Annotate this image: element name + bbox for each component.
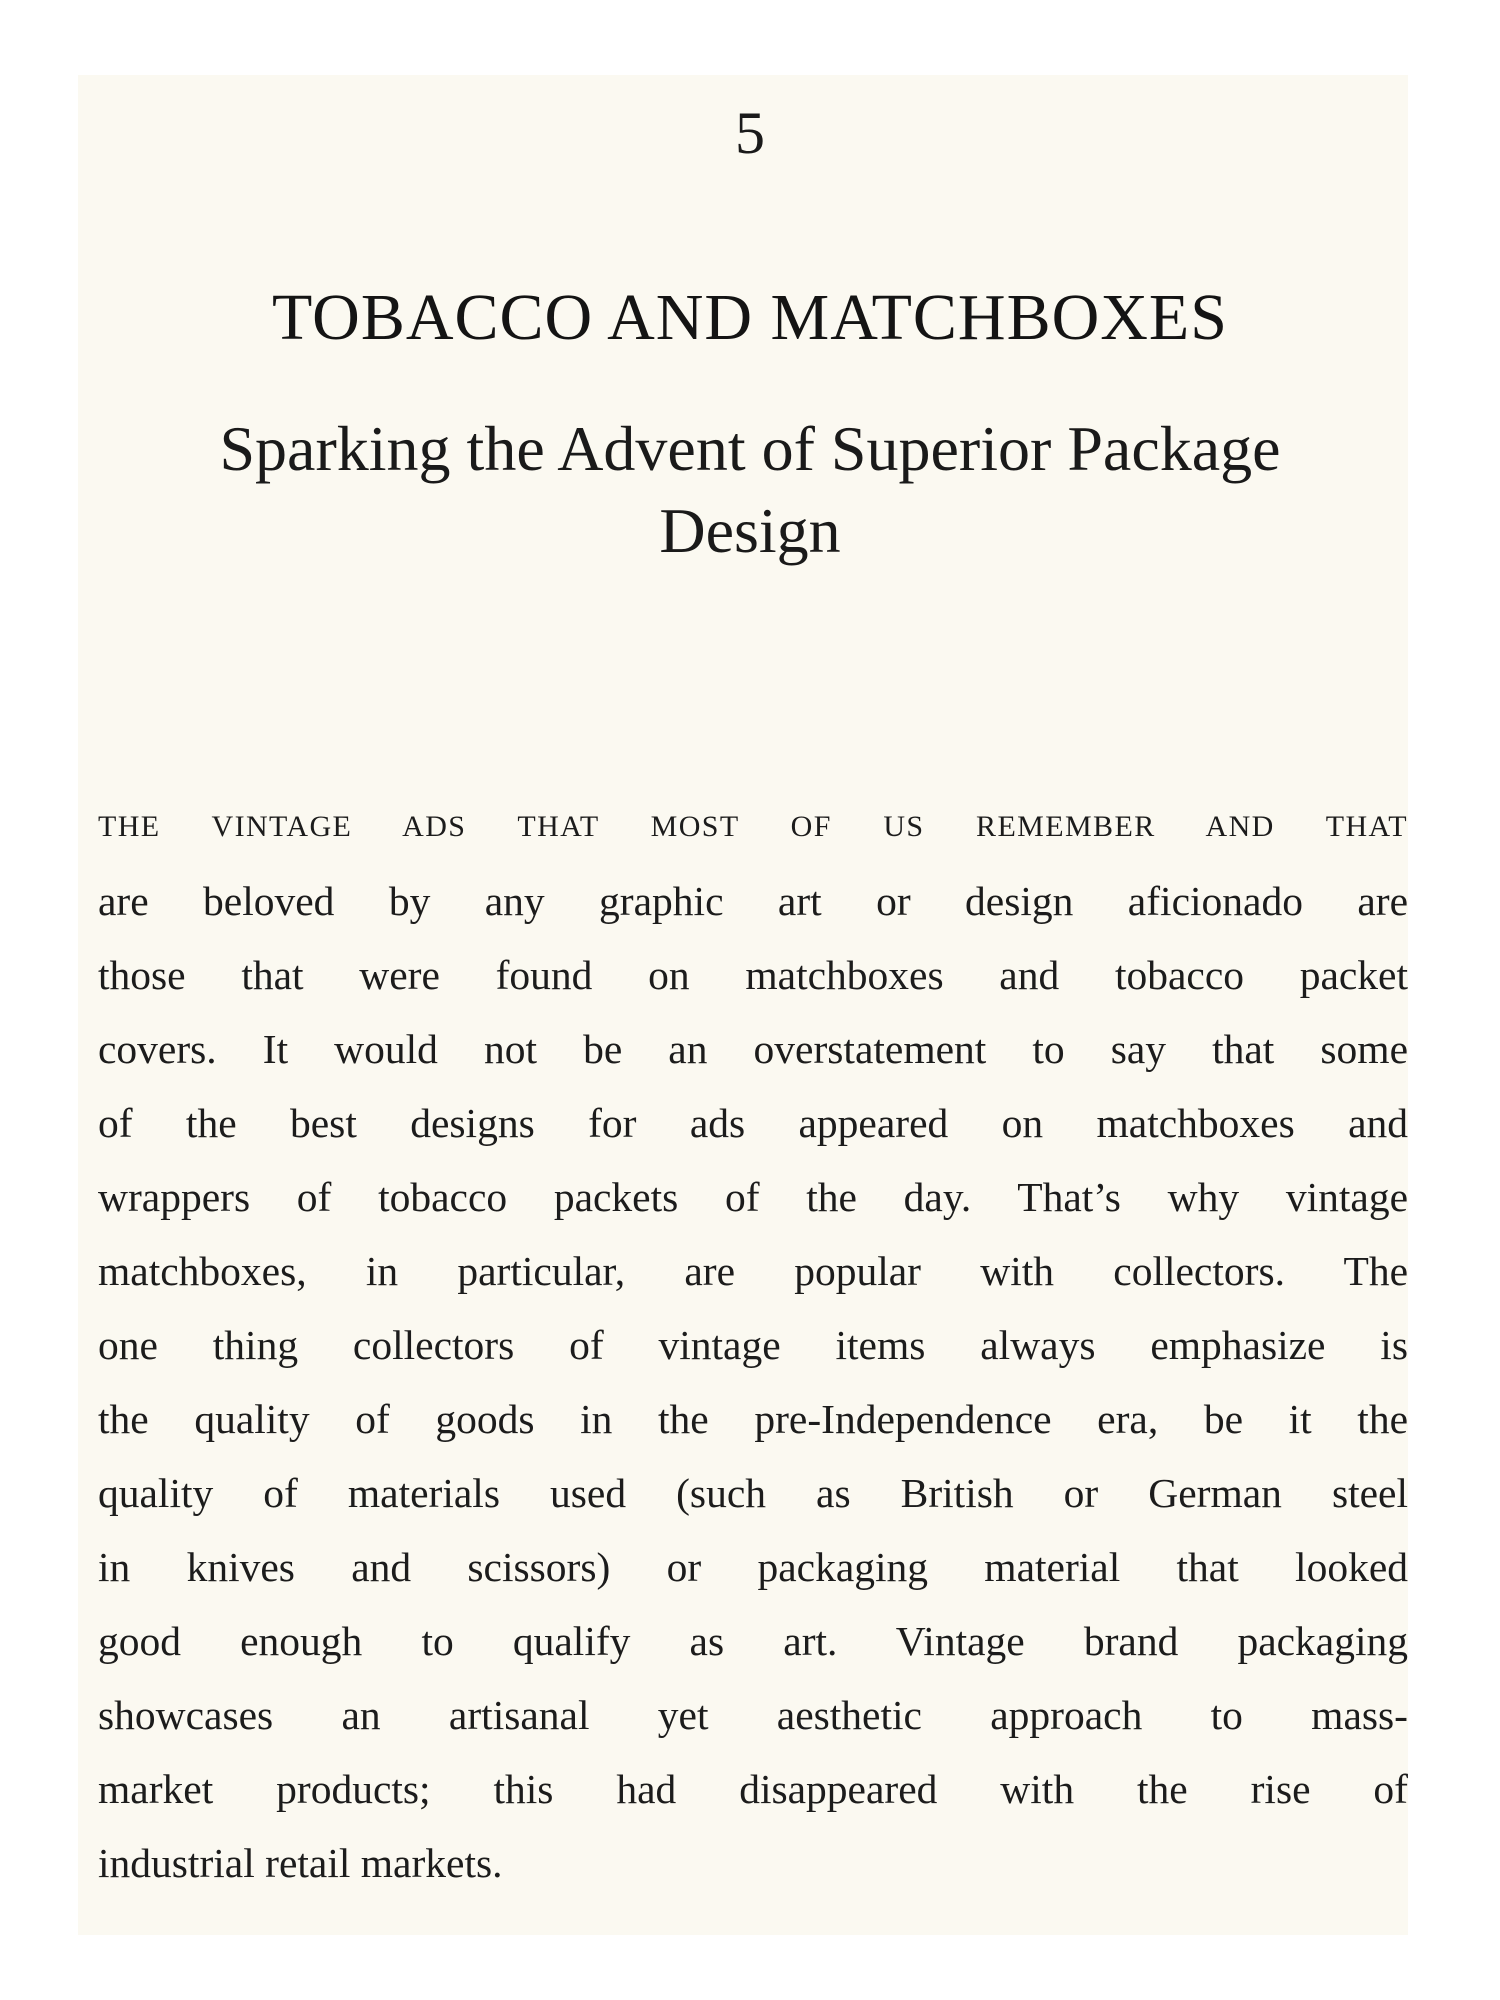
- body-line: are beloved by any graphic art or design aficionado are: [98, 878, 1408, 924]
- body-line: those that were found on matchboxes and tobacco packet: [98, 952, 1408, 998]
- chapter-title: TOBACCO AND MATCHBOXES: [272, 281, 1228, 354]
- body-line: showcases an artisanal yet aesthetic approach to mass-: [98, 1692, 1408, 1738]
- body-paragraph: [98, 790, 1408, 1900]
- body-line: THE VINTAGE ADS THAT MOST OF US REMEMBER AND THAT: [98, 810, 1408, 843]
- body-line: industrial retail markets.: [98, 1840, 503, 1886]
- body-line: wrappers of tobacco packets of the day. That’s why vintage: [98, 1174, 1408, 1220]
- body-line: in knives and scissors) or packaging material that looked: [98, 1544, 1408, 1590]
- body-line: quality of materials used (such as British or German steel: [98, 1470, 1408, 1516]
- body-line: the quality of goods in the pre-Independence era, be it the: [98, 1396, 1408, 1442]
- body-line: market products; this had disappeared with the rise of: [98, 1766, 1408, 1812]
- chapter-subtitle: Sparking the Advent of Superior Package Design: [219, 413, 1281, 566]
- body-line: good enough to qualify as art. Vintage brand packaging: [98, 1618, 1408, 1664]
- chapter-number: 5: [735, 100, 765, 166]
- body-line: covers. It would not be an overstatement to say that some: [98, 1026, 1408, 1072]
- body-line: matchboxes, in particular, are popular with collectors. The: [98, 1248, 1408, 1294]
- body-line: one thing collectors of vintage items always emphasize is: [98, 1322, 1408, 1368]
- body-line: of the best designs for ads appeared on matchboxes and: [98, 1100, 1408, 1146]
